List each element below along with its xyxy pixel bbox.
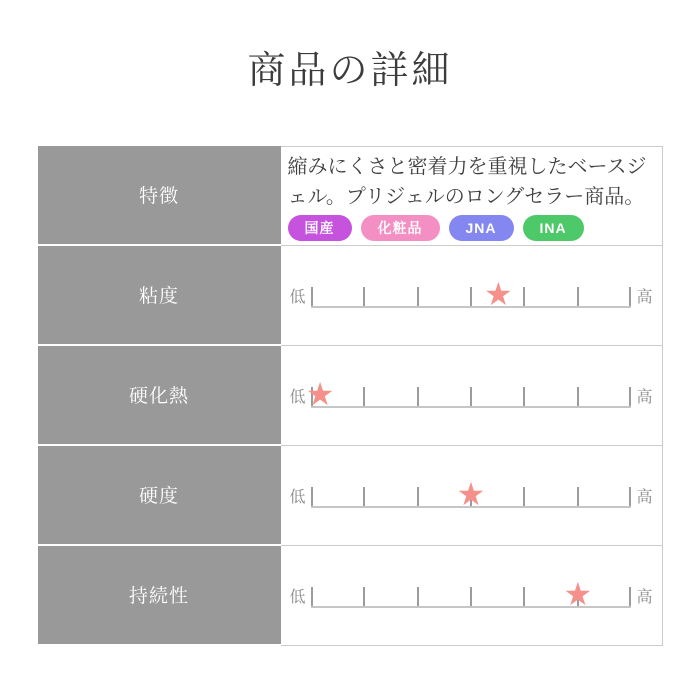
- rating-star-icon: ★: [563, 575, 593, 614]
- row-label-curing-heat: 硬化熱: [38, 346, 281, 446]
- feature-cell: [281, 146, 663, 246]
- scale-tick: [363, 487, 365, 506]
- scale-tick: [417, 287, 419, 306]
- scale-tick: [417, 487, 419, 506]
- page-title: 商品の詳細: [247, 50, 453, 92]
- viscosity-scale-cell: [281, 246, 663, 346]
- scale-tick: [417, 387, 419, 406]
- badge-ina: INA: [523, 215, 584, 242]
- curing-heat-scale-cell: [281, 346, 663, 446]
- table-row-curing-heat: [38, 346, 663, 446]
- scale-tick: [577, 387, 579, 406]
- rating-star-icon: ★: [305, 375, 335, 414]
- table-row-viscosity: [38, 246, 663, 346]
- durability-scale-cell: [281, 546, 663, 646]
- scale-low-label: 低: [289, 288, 306, 306]
- scale-tick: [470, 587, 472, 606]
- scale-high-label: 高: [636, 288, 653, 306]
- scale-tick: [470, 387, 472, 406]
- scale-tick: [417, 587, 419, 606]
- scale-tick: [311, 287, 313, 306]
- badge-cosmetic: 化粧品: [361, 215, 440, 242]
- scale-tick: [523, 487, 525, 506]
- rating-scale: [311, 475, 632, 514]
- scale-high-label: 高: [636, 488, 653, 506]
- scale-low-label: 低: [289, 488, 306, 506]
- badge-list: [288, 215, 655, 242]
- scale-low-label: 低: [289, 388, 306, 406]
- scale-tick: [523, 387, 525, 406]
- row-label-durability: 持続性: [38, 546, 281, 646]
- scale-tick: [523, 287, 525, 306]
- scale-tick: [523, 587, 525, 606]
- badge-domestic: 国産: [288, 215, 352, 242]
- rating-scale: [311, 275, 632, 314]
- table-row-durability: [38, 546, 663, 646]
- scale-tick: [363, 587, 365, 606]
- scale-tick: [629, 587, 631, 606]
- scale-tick: [577, 287, 579, 306]
- scale-tick: [363, 387, 365, 406]
- hardness-scale-cell: [281, 446, 663, 546]
- scale-tick: [629, 487, 631, 506]
- scale-tick: [629, 287, 631, 306]
- scale-low-label: 低: [289, 588, 306, 606]
- scale-tick: [577, 487, 579, 506]
- rating-star-icon: ★: [456, 475, 486, 514]
- scale-high-label: 高: [636, 588, 653, 606]
- badge-jna: JNA: [449, 215, 514, 242]
- rating-scale: [311, 575, 632, 614]
- rating-star-icon: ★: [483, 275, 513, 314]
- feature-description: 縮みにくさと密着力を重視したベースジェル。プリジェルのロングセラー商品。: [287, 155, 647, 208]
- scale-high-label: 高: [636, 388, 653, 406]
- row-label-hardness: 硬度: [38, 446, 281, 546]
- product-detail-table: [38, 146, 663, 646]
- scale-tick: [311, 487, 313, 506]
- row-label-viscosity: 粘度: [38, 246, 281, 346]
- table-row-features: [38, 146, 663, 246]
- row-label-features: 特徴: [38, 146, 281, 246]
- rating-scale: [305, 375, 632, 414]
- table-row-hardness: [38, 446, 663, 546]
- scale-tick: [470, 287, 472, 306]
- scale-tick: [363, 287, 365, 306]
- scale-tick: [311, 587, 313, 606]
- scale-tick: [629, 387, 631, 406]
